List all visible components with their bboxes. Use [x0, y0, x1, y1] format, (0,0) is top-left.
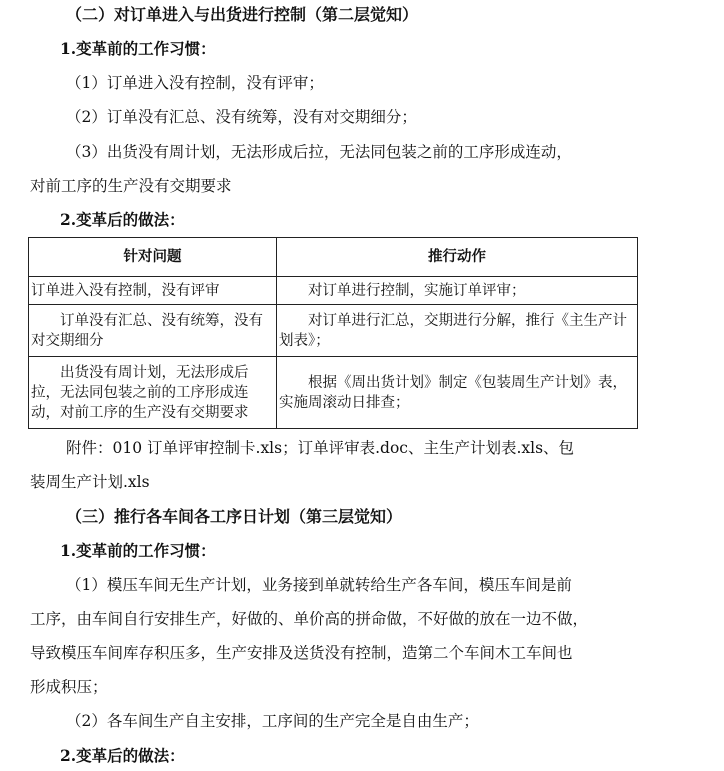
actions-table: [28, 237, 638, 429]
table-cell-problem: 出货没有周计划，无法形成后拉，无法同包装之前的工序形成连动，对前工序的生产没有交期要求: [29, 357, 277, 429]
section3-paragraph-line-1: （1）模压车间无生产计划，业务接到单就转给生产各车间，模压车间是前: [66, 576, 572, 594]
table-cell-action: 对订单进行控制，实施订单评审；: [277, 277, 638, 305]
table-cell-action: 根据《周出货计划》制定《包装周生产计划》表，实施周滚动日排查；: [277, 357, 638, 429]
table-cell-problem: 订单进入没有控制，没有评审: [29, 277, 277, 305]
section2-heading: （二）对订单进入与出货进行控制（第二层觉知）: [66, 5, 419, 24]
table-header-problem: 针对问题: [29, 238, 277, 277]
attachment-line-1: 附件：010 订单评审控制卡.xls；订单评审表.doc、主生产计划表.xls、包: [66, 439, 575, 457]
section3-before-title: 1.变革前的工作习惯：: [60, 541, 216, 560]
section3-paragraph-line-3: 导致模压车间库存积压多，生产安排及送货没有控制，造第二个车间木工车间也: [30, 644, 573, 662]
table-cell-action: 对订单进行汇总，交期进行分解，推行《主生产计划表》；: [277, 305, 638, 357]
section2-after-title: 2.变革后的做法：: [60, 210, 185, 229]
section2-before-title: 1.变革前的工作习惯：: [60, 39, 216, 58]
section2-before-item-3-cont: 对前工序的生产没有交期要求: [30, 177, 232, 195]
table-row: [29, 357, 638, 429]
table-header-action: 推行动作: [277, 238, 638, 277]
table-header-row: [29, 238, 638, 277]
section3-paragraph-line-4: 形成积压；: [30, 678, 108, 696]
section2-before-item-3: （3）出货没有周计划，无法形成后拉，无法同包装之前的工序形成连动，: [66, 143, 572, 161]
table-row: [29, 277, 638, 305]
section3-paragraph-line-5: （2）各车间生产自主安排，工序间的生产完全是自由生产；: [66, 712, 479, 730]
section3-after-title: 2.变革后的做法：: [60, 746, 185, 765]
table-cell-problem: 订单没有汇总、没有统筹，没有对交期细分: [29, 305, 277, 357]
section2-before-item-1: （1）订单进入没有控制，没有评审；: [66, 74, 324, 92]
table-row: [29, 305, 638, 357]
section2-before-item-2: （2）订单没有汇总、没有统筹，没有对交期细分；: [66, 108, 417, 126]
section3-paragraph-line-2: 工序，由车间自行安排生产，好做的、单价高的拼命做，不好做的放在一边不做，: [30, 610, 589, 628]
attachment-line-2: 装周生产计划.xls: [30, 473, 150, 491]
section3-heading: （三）推行各车间各工序日计划（第三层觉知）: [66, 507, 403, 526]
